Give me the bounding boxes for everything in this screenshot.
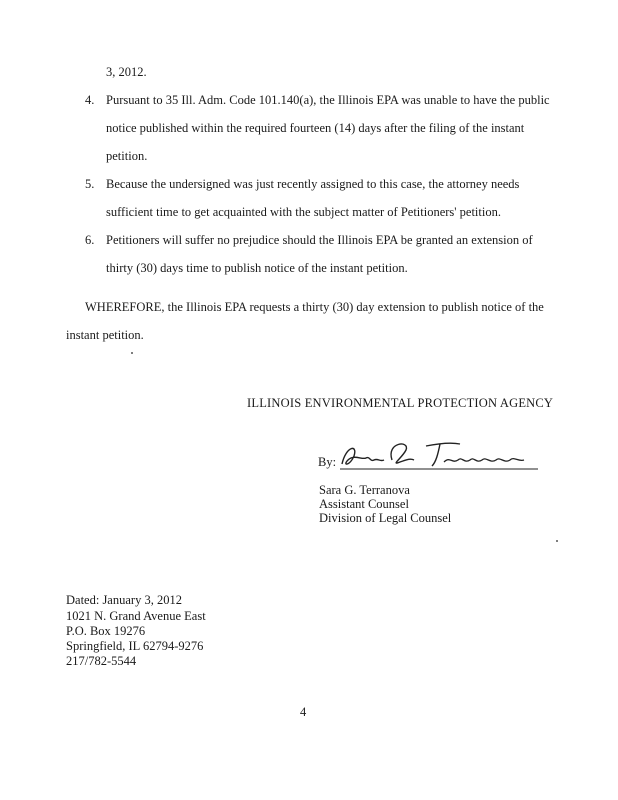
item-6-line-1: Petitioners will suffer no prejudice should the Illinois EPA be granted an extension of	[106, 233, 533, 247]
item-4-line-3: petition.	[106, 149, 148, 163]
wherefore-line-2: instant petition.	[66, 328, 144, 342]
address-city: Springfield, IL 62794-9276	[66, 639, 204, 653]
address-street: 1021 N. Grand Avenue East	[66, 609, 206, 623]
signer-name: Sara G. Terranova	[319, 483, 410, 497]
agency-name: ILLINOIS ENVIRONMENTAL PROTECTION AGENCY	[247, 396, 554, 410]
item-5-line-2: sufficient time to get acquainted with the subject matter of Petitioners' petition.	[106, 205, 501, 219]
wherefore-line-1: WHEREFORE, the Illinois EPA requests a thirty (30) day extension to publish notice of the	[85, 300, 544, 314]
signer-division: Division of Legal Counsel	[319, 511, 452, 525]
scan-speck	[556, 540, 558, 542]
item-6-number: 6.	[85, 233, 95, 247]
item-4-line-2: notice published within the required fourteen (14) days after the filing of the instant	[106, 121, 525, 135]
by-label: By:	[318, 455, 337, 469]
paragraph-3-tail: 3, 2012.	[106, 65, 147, 79]
item-5-line-1: Because the undersigned was just recently assigned to this case, the attorney needs	[106, 177, 520, 191]
page-number: 4	[300, 705, 307, 719]
signer-title: Assistant Counsel	[319, 497, 409, 511]
item-5-number: 5.	[85, 177, 95, 191]
address-phone: 217/782-5544	[66, 654, 137, 668]
item-4-number: 4.	[85, 93, 95, 107]
dated-line: Dated: January 3, 2012	[66, 593, 182, 607]
item-4-line-1: Pursuant to 35 Ill. Adm. Code 101.140(a), the Illinois EPA was unable to have the public	[106, 93, 550, 107]
scan-speck	[131, 352, 133, 354]
address-po-box: P.O. Box 19276	[66, 624, 146, 638]
item-6-line-2: thirty (30) days time to publish notice of the instant petition.	[106, 261, 408, 275]
handwritten-signature	[340, 436, 540, 476]
